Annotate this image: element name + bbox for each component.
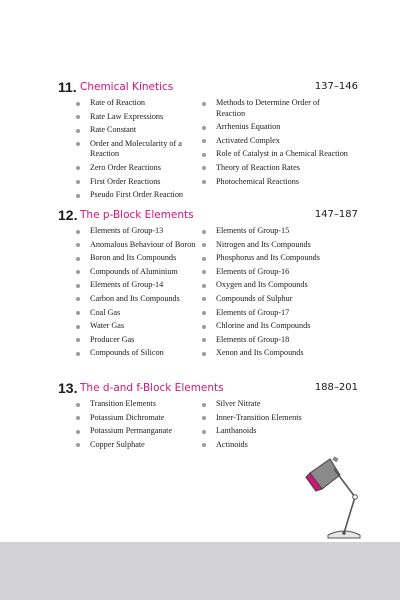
chapter-11 <box>58 79 358 200</box>
bullet-icon <box>76 311 80 315</box>
bullet-icon <box>76 338 80 342</box>
topic-item: Nitrogen and Its Compounds <box>208 240 348 251</box>
chapter-number: 12. <box>58 207 78 223</box>
topic-item: Actinoids <box>208 440 348 451</box>
bullet-icon <box>202 352 206 356</box>
bullet-icon <box>202 153 206 157</box>
chapter-12 <box>58 207 358 358</box>
bullet-icon <box>202 325 206 329</box>
topic-item: Anomalous Behaviour of Boron <box>82 240 208 251</box>
topic-item: Rate Law Expressions <box>82 112 208 123</box>
chapter-number: 13. <box>58 380 78 396</box>
topic-item: First Order Reactions <box>82 177 208 188</box>
topic-item: Elements of Group-14 <box>82 280 208 291</box>
topic-item: Zero Order Reactions <box>82 163 208 174</box>
bullet-icon <box>76 270 80 274</box>
bullet-icon <box>76 102 80 106</box>
bullet-icon <box>76 430 80 434</box>
chapter-title: Chemical Kinetics <box>80 81 174 93</box>
topic-item: Water Gas <box>82 321 208 332</box>
bullet-icon <box>202 126 206 130</box>
topic-item: Arrhenius Equation <box>208 122 348 133</box>
desk-lamp-icon <box>300 455 370 550</box>
topic-item: Photochemical Reactions <box>208 177 348 188</box>
topic-list-left <box>82 226 208 362</box>
topic-item: Activated Complex <box>208 136 348 147</box>
chapter-heading <box>58 208 358 226</box>
topic-item: Potassium Permanganate <box>82 426 208 437</box>
chapter-page-range: 137–146 <box>314 81 358 92</box>
topic-item: Silver Nitrate <box>208 399 348 410</box>
topic-list-left <box>82 399 208 453</box>
chapter-heading <box>58 381 358 399</box>
topic-item: Elements of Group-13 <box>82 226 208 237</box>
bullet-icon <box>76 142 80 146</box>
bullet-icon <box>76 115 80 119</box>
topic-item: Methods to Determine Order of Reaction <box>208 98 348 119</box>
bullet-icon <box>202 102 206 106</box>
topic-item: Transition Elements <box>82 399 208 410</box>
bullet-icon <box>202 284 206 288</box>
topic-item: Compounds of Silicon <box>82 348 208 359</box>
topic-item: Chlorine and Its Compounds <box>208 321 348 332</box>
chapter-title: The d-and f-Block Elements <box>80 382 224 394</box>
topic-item: Role of Catalyst in a Chemical Reaction <box>208 149 348 160</box>
bullet-icon <box>202 257 206 261</box>
bullet-icon <box>76 257 80 261</box>
topic-item: Order and Molecularity of a Reaction <box>82 139 208 160</box>
bullet-icon <box>76 297 80 301</box>
footer-band <box>0 542 400 600</box>
bullet-icon <box>202 403 206 407</box>
topic-item: Compounds of Aluminium <box>82 267 208 278</box>
topic-item: Elements of Group-16 <box>208 267 348 278</box>
bullet-icon <box>76 166 80 170</box>
chapter-page-range: 147–187 <box>314 209 358 220</box>
topic-item: Elements of Group-15 <box>208 226 348 237</box>
bullet-icon <box>76 129 80 133</box>
topic-list-right <box>208 98 348 190</box>
bullet-icon <box>76 352 80 356</box>
topic-item: Coal Gas <box>82 308 208 319</box>
topic-item: Lanthanoids <box>208 426 348 437</box>
topic-list-right <box>208 226 348 362</box>
topic-item: Phosphorus and Its Compounds <box>208 253 348 264</box>
topic-item: Inner-Transition Elements <box>208 413 348 424</box>
topic-list-left <box>82 98 208 204</box>
topic-item: Pseudo First Order Reaction <box>82 190 208 201</box>
bullet-icon <box>76 284 80 288</box>
topic-item: Theory of Reaction Rates <box>208 163 348 174</box>
topic-item: Boron and Its Compounds <box>82 253 208 264</box>
topic-item: Rate of Reaction <box>82 98 208 109</box>
bullet-icon <box>202 430 206 434</box>
topic-item: Carbon and Its Compounds <box>82 294 208 305</box>
topic-list-right <box>208 399 348 453</box>
bullet-icon <box>76 416 80 420</box>
chapter-heading <box>58 80 358 98</box>
topic-item: Oxygen and Its Compounds <box>208 280 348 291</box>
bullet-icon <box>76 325 80 329</box>
chapter-title: The p-Block Elements <box>80 209 194 221</box>
chapter-13 <box>58 380 358 449</box>
bullet-icon <box>76 230 80 234</box>
bullet-icon <box>76 403 80 407</box>
bullet-icon <box>76 180 80 184</box>
topic-item: Elements of Group-17 <box>208 308 348 319</box>
bullet-icon <box>76 243 80 247</box>
topic-item: Compounds of Sulphur <box>208 294 348 305</box>
topic-item: Copper Sulphate <box>82 440 208 451</box>
bullet-icon <box>76 194 80 198</box>
topic-item: Potassium Dichromate <box>82 413 208 424</box>
topic-item: Xenon and Its Compounds <box>208 348 348 359</box>
topic-item: Rate Constant <box>82 125 208 136</box>
chapter-page-range: 188–201 <box>314 382 358 393</box>
topic-item: Elements of Group-18 <box>208 335 348 346</box>
bullet-icon <box>202 230 206 234</box>
chapter-number: 11. <box>58 79 77 95</box>
bullet-icon <box>76 443 80 447</box>
topic-item: Producer Gas <box>82 335 208 346</box>
